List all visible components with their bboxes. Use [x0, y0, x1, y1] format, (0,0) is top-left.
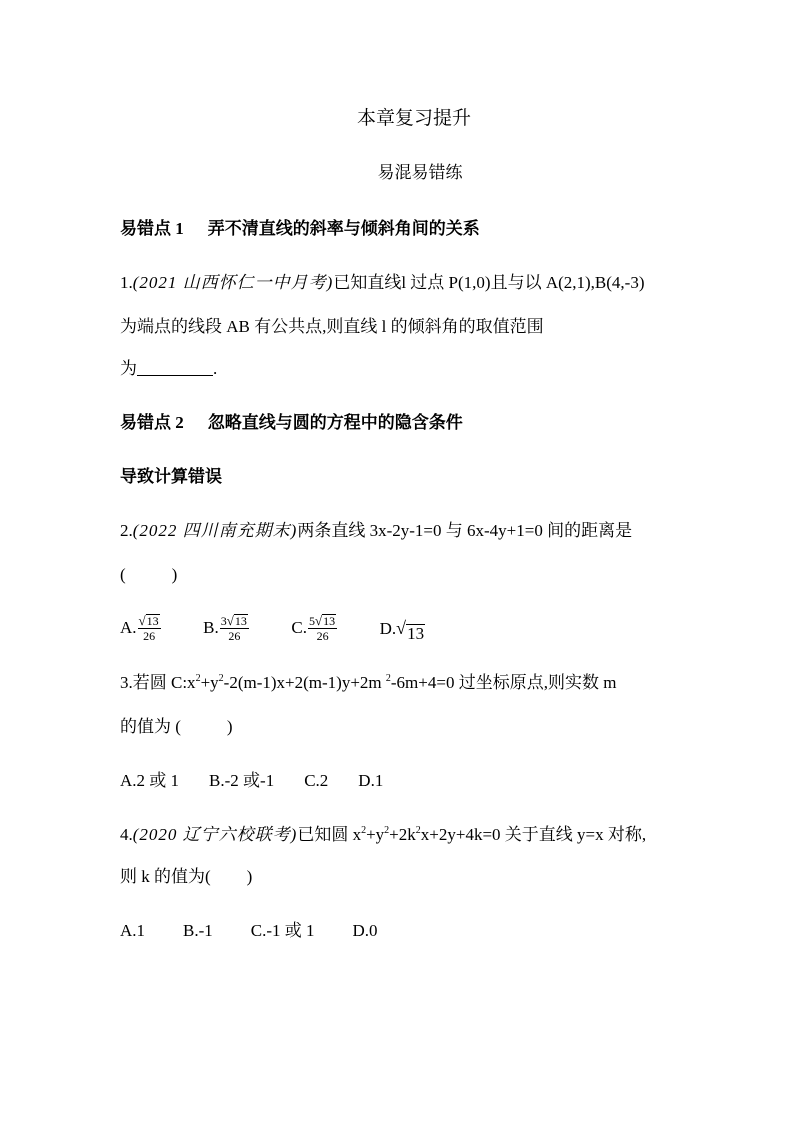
- q3-text-a: 若圆 C:x: [132, 673, 196, 692]
- question-1-line-1: [120, 272, 645, 294]
- paren-close: ): [226, 717, 233, 736]
- q4-sup-a: 2: [361, 825, 367, 836]
- question-1-line-2: 为端点的线段 AB 有公共点,则直线 l 的倾斜角的取值范围: [120, 317, 544, 336]
- question-2-source: (2022 四川南充期末): [132, 521, 298, 540]
- question-2-text: 两条直线 3x-2y-1=0 与 6x-4y+1=0 间的距离是: [297, 521, 633, 540]
- option-d-label: D.: [379, 618, 397, 638]
- question-1-text-1: 已知直线l 过点 P(1,0)且与以 A(2,1),B(4,-3): [333, 273, 645, 292]
- question-3-line-2: [120, 716, 233, 738]
- q4-text-a: 已知圆 x: [297, 825, 362, 844]
- option-c-denominator: 26: [316, 629, 329, 644]
- option-a[interactable]: A.1: [120, 921, 146, 940]
- option-d-sqrt: √ 13: [396, 617, 425, 643]
- error-point-2-label: 易错点 2: [120, 413, 184, 432]
- option-a-radicand: 13: [146, 614, 159, 629]
- question-4-source: (2020 辽宁六校联考): [132, 825, 298, 844]
- error-point-2: [120, 412, 463, 434]
- option-a-fraction: √ 13 26: [138, 613, 159, 644]
- q4-sup-c: 2: [415, 825, 421, 836]
- q3-sup-b: 2: [218, 673, 224, 684]
- option-b-coefficient: 3: [220, 614, 227, 629]
- option-d[interactable]: D.1: [358, 771, 384, 790]
- q4-line2-text: 则 k 的值为(: [120, 867, 211, 886]
- q4-text-c: +2k: [389, 825, 416, 844]
- error-point-1-text: 弄不清直线的斜率与倾斜角间的关系: [207, 219, 480, 238]
- option-d-radicand: 13: [407, 623, 425, 643]
- error-point-2-text: 忽略直线与圆的方程中的隐含条件: [207, 413, 463, 432]
- error-point-2-text-2: 导致计算错误: [120, 467, 222, 486]
- option-c-label: C.: [291, 617, 307, 637]
- q3-text-b: +y: [200, 673, 219, 692]
- question-4-options: [120, 920, 378, 942]
- question-2-number: 2.: [120, 521, 133, 540]
- option-c[interactable]: [291, 613, 337, 644]
- option-c[interactable]: C.2: [304, 771, 329, 790]
- paren-close: ): [171, 565, 178, 584]
- option-c-radicand: 13: [323, 614, 336, 629]
- question-4-line-1: [120, 824, 646, 846]
- question-1-suffix: .: [213, 359, 218, 378]
- question-4-line-2: [120, 866, 252, 888]
- q3-text-d: -6m+4=0 过坐标原点,则实数 m: [390, 673, 617, 692]
- question-2-answer-paren: [120, 564, 177, 586]
- q3-sup-a: 2: [195, 673, 201, 684]
- paren-open: (: [120, 565, 126, 584]
- option-b-fraction: 3 √ 13 26: [220, 613, 247, 644]
- option-a-denominator: 26: [143, 629, 156, 644]
- option-b[interactable]: [203, 613, 249, 644]
- question-4-number: 4.: [120, 825, 133, 844]
- option-a[interactable]: [120, 613, 161, 644]
- question-1-line-3: [120, 358, 217, 380]
- option-a-label: A.: [120, 617, 137, 637]
- option-c[interactable]: C.-1 或 1: [250, 921, 315, 940]
- q3-line2-text: 的值为 (: [120, 717, 181, 736]
- option-d[interactable]: D.0: [352, 921, 378, 940]
- question-1-source: (2021 山西怀仁一中月考): [132, 273, 334, 292]
- option-c-coefficient: 5: [309, 614, 315, 629]
- option-c-fraction: 5 √ 13 26: [309, 613, 336, 644]
- error-point-1-label: 易错点 1: [120, 219, 184, 238]
- q4-sup-b: 2: [384, 825, 390, 836]
- question-3-options: [120, 770, 383, 792]
- question-2-options: [120, 612, 425, 644]
- q3-sup-c: 2: [385, 673, 391, 684]
- question-2-line-1: [120, 520, 632, 542]
- option-a[interactable]: A.2 或 1: [120, 771, 180, 790]
- q3-text-c: -2(m-1)x+2(m-1)y+2m: [223, 673, 386, 692]
- question-3-number: 3.: [120, 673, 133, 692]
- option-b-radicand: 13: [234, 614, 247, 629]
- question-1-number: 1.: [120, 273, 133, 292]
- paren-close: ): [246, 867, 253, 886]
- question-1-prefix: 为: [120, 359, 137, 378]
- question-3-line-1: [120, 672, 616, 694]
- q4-text-b: +y: [366, 825, 385, 844]
- q4-text-d: x+2y+4k=0 关于直线 y=x 对称,: [420, 825, 647, 844]
- option-b[interactable]: B.-1: [183, 921, 213, 940]
- page-title: 本章复习提升: [356, 108, 471, 129]
- answer-blank[interactable]: [137, 359, 213, 376]
- section-subtitle: 易混易错练: [377, 163, 463, 182]
- error-point-1: [120, 218, 480, 240]
- option-b-label: B.: [203, 617, 219, 637]
- option-b[interactable]: B.-2 或-1: [209, 771, 275, 790]
- option-d[interactable]: [380, 613, 425, 644]
- option-b-denominator: 26: [228, 629, 241, 644]
